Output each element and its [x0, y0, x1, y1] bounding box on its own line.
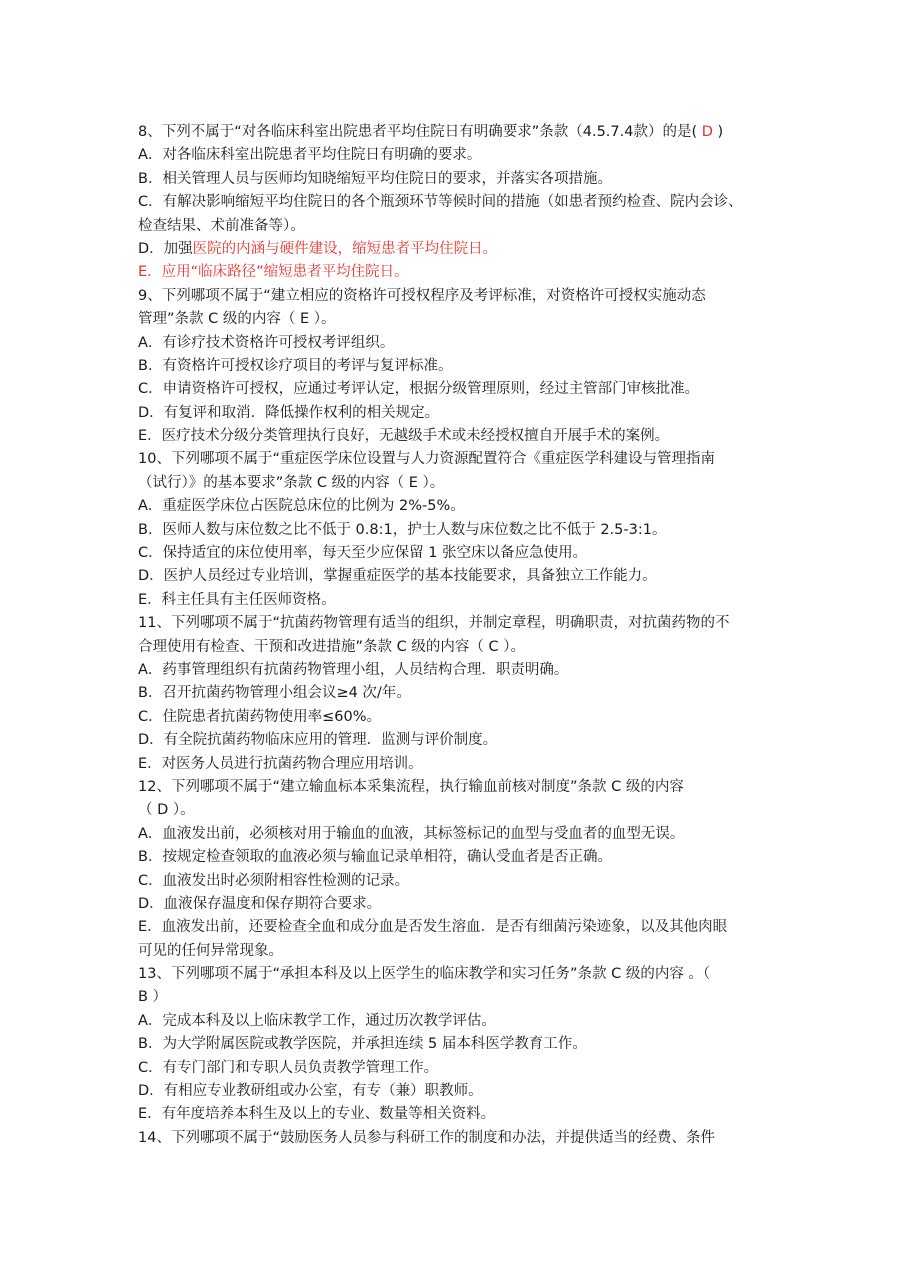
- text-segment: 9、下列哪项不属于“建立相应的资格许可授权程序及考评标准，对资格许可授权实施动态: [138, 287, 706, 304]
- text-segment: B．有资格许可授权诊疗项目的考评与复评标准。: [138, 357, 453, 374]
- text-segment: D．血液保存温度和保存期符合要求。: [138, 895, 382, 912]
- text-line: [138, 1127, 788, 1150]
- text-line: [138, 706, 788, 729]
- text-segment: E．血液发出前，还要检查全血和成分血是否发生溶血．是否有细菌污染迹象，以及其他肉眼: [138, 919, 728, 936]
- text-line: [138, 238, 788, 261]
- text-segment: B．相关管理人员与医师均知晓缩短平均住院日的要求，并落实各项措施。: [138, 170, 612, 187]
- text-segment: 12、下列哪项不属于“建立输血标本采集流程，执行输血前核对制度”条款 C 级的内容: [138, 778, 684, 795]
- text-segment: D．有复评和取消．降低操作权利的相关规定。: [138, 404, 440, 421]
- text-line: [138, 1033, 788, 1056]
- text-line: [138, 870, 788, 893]
- text-segment: 可见的任何异常现象。: [138, 942, 283, 959]
- text-line: [138, 823, 788, 846]
- document-page: [138, 121, 788, 1150]
- text-line: [138, 332, 788, 355]
- text-segment: A．重症医学床位占医院总床位的比例为 2%-5%。: [138, 498, 465, 515]
- text-line: [138, 495, 788, 518]
- text-line: [138, 963, 788, 986]
- text-segment: 合理使用有检查、干预和改进措施”条款 C 级的内容（ C ）。: [138, 638, 525, 655]
- text-segment: B．召开抗菌药物管理小组会议≥4 次/年。: [138, 685, 411, 702]
- text-segment: D．有相应专业教研组或办公室，有专（兼）职教师。: [138, 1083, 483, 1100]
- text-line: [138, 168, 788, 191]
- text-line: [138, 308, 788, 331]
- text-line: [138, 191, 788, 214]
- text-segment: C．申请资格许可授权，应通过考评认定，根据分级管理原则，经过主管部门审核批准。: [138, 381, 700, 398]
- text-segment: C．住院患者抗菌药物使用率≤60%。: [138, 708, 382, 725]
- text-line: [138, 612, 788, 635]
- text-line: [138, 846, 788, 869]
- text-line: [138, 659, 788, 682]
- text-segment: A．药事管理组织有抗菌药物管理小组，人员结构合理．职责明确。: [138, 661, 569, 678]
- text-line: [138, 940, 788, 963]
- answer-highlight-text: D: [701, 124, 713, 140]
- text-segment: A．血液发出前，必须核对用于输血的血液，其标签标记的血型与受血者的血型无误。: [138, 825, 685, 842]
- text-segment: 11、下列哪项不属于“抗菌药物管理有适当的组织，并制定章程，明确职责，对抗菌药物的不: [138, 615, 730, 632]
- text-line: [138, 636, 788, 659]
- text-segment: A．有诊疗技术资格许可授权考评组织。: [138, 334, 395, 351]
- text-segment: E．对医务人员进行抗菌药物合理应用培训。: [138, 755, 423, 772]
- text-segment: 8、下列不属于“对各临床科室出院患者平均住院日有明确要求”条款（4.5.7.4款）的是(: [138, 124, 702, 140]
- text-segment: 管理”条款 C 级的内容（ E ）。: [138, 311, 336, 328]
- text-segment: D．医护人员经过专业培训，掌握重症医学的基本技能要求，具备独立工作能力。: [138, 568, 657, 585]
- text-line: [138, 776, 788, 799]
- text-line: [138, 121, 788, 144]
- text-line: [138, 753, 788, 776]
- text-segment: C．保持适宜的床位使用率，每天至少应保留 1 张空床以备应急使用。: [138, 545, 588, 562]
- text-segment: D．加强: [138, 240, 193, 257]
- text-line: [138, 565, 788, 588]
- text-line: [138, 472, 788, 495]
- text-line: [138, 425, 788, 448]
- answer-highlight-text: 医院的内涵与硬件建设，缩短患者平均住院日。: [192, 240, 498, 257]
- text-line: [138, 916, 788, 939]
- text-segment: B ）: [138, 989, 168, 1006]
- text-segment: （试行）》的基本要求”条款 C 级的内容（ E ）。: [138, 474, 445, 491]
- text-segment: C．血液发出时必须附相容性检测的记录。: [138, 872, 410, 889]
- text-line: [138, 448, 788, 471]
- text-line: [138, 589, 788, 612]
- text-line: [138, 144, 788, 167]
- text-line: [138, 378, 788, 401]
- text-segment: E．有年度培养本科生及以上的专业、数量等相关资料。: [138, 1106, 496, 1123]
- text-segment: A．完成本科及以上临床教学工作，通过历次教学评估。: [138, 1012, 496, 1029]
- text-line: [138, 1057, 788, 1080]
- text-line: [138, 285, 788, 308]
- text-line: [138, 799, 788, 822]
- text-segment: B．医师人数与床位数之比不低于 0.8:1，护士人数与床位数之比不低于 2.5-3:1。: [138, 521, 667, 538]
- text-segment: E．科主任具有主任医师资格。: [138, 591, 336, 608]
- text-segment: 13、下列哪项不属于“承担本科及以上医学生的临床教学和实习任务”条款 C 级的内容 。（: [138, 966, 711, 983]
- text-segment: （ D ）。: [138, 802, 195, 819]
- text-line: [138, 542, 788, 565]
- answer-highlight-text: E．应用“临床路径”缩短患者平均住院日。: [138, 264, 409, 281]
- text-segment: 10、下列哪项不属于“重症医学床位设置与人力资源配置符合《重症医学科建设与管理指南: [138, 451, 715, 468]
- text-segment: C．有解决影响缩短平均住院日的各个瓶颈环节等候时间的措施（如患者预约检查、院内会诊、: [138, 194, 743, 211]
- text-line: [138, 1010, 788, 1033]
- text-line: [138, 402, 788, 425]
- text-segment: A．对各临床科室出院患者平均住院日有明确的要求。: [138, 147, 482, 164]
- text-segment: B．为大学附属医院或教学医院，并承担连续 5 届本科医学教育工作。: [138, 1036, 587, 1053]
- text-line: [138, 1080, 788, 1103]
- text-line: [138, 1103, 788, 1126]
- text-segment: D．有全院抗菌药物临床应用的管理．监测与评价制度。: [138, 732, 498, 749]
- text-line: [138, 986, 788, 1009]
- text-segment: ): [712, 124, 724, 140]
- text-line: [138, 682, 788, 705]
- text-segment: 检查结果、术前准备等）。: [138, 217, 305, 234]
- text-line: [138, 519, 788, 542]
- text-line: [138, 215, 788, 238]
- text-line: [138, 729, 788, 752]
- text-line: [138, 893, 788, 916]
- text-line: [138, 261, 788, 284]
- text-segment: E．医疗技术分级分类管理执行良好，无越级手术或未经授权擅自开展手术的案例。: [138, 428, 670, 445]
- text-segment: B．按规定检查领取的血液必须与输血记录单相符，确认受血者是否正确。: [138, 849, 612, 866]
- text-segment: C．有专门部门和专职人员负责教学管理工作。: [138, 1059, 439, 1076]
- text-segment: 14、下列哪项不属于“鼓励医务人员参与科研工作的制度和办法，并提供适当的经费、条件: [138, 1129, 715, 1146]
- text-line: [138, 355, 788, 378]
